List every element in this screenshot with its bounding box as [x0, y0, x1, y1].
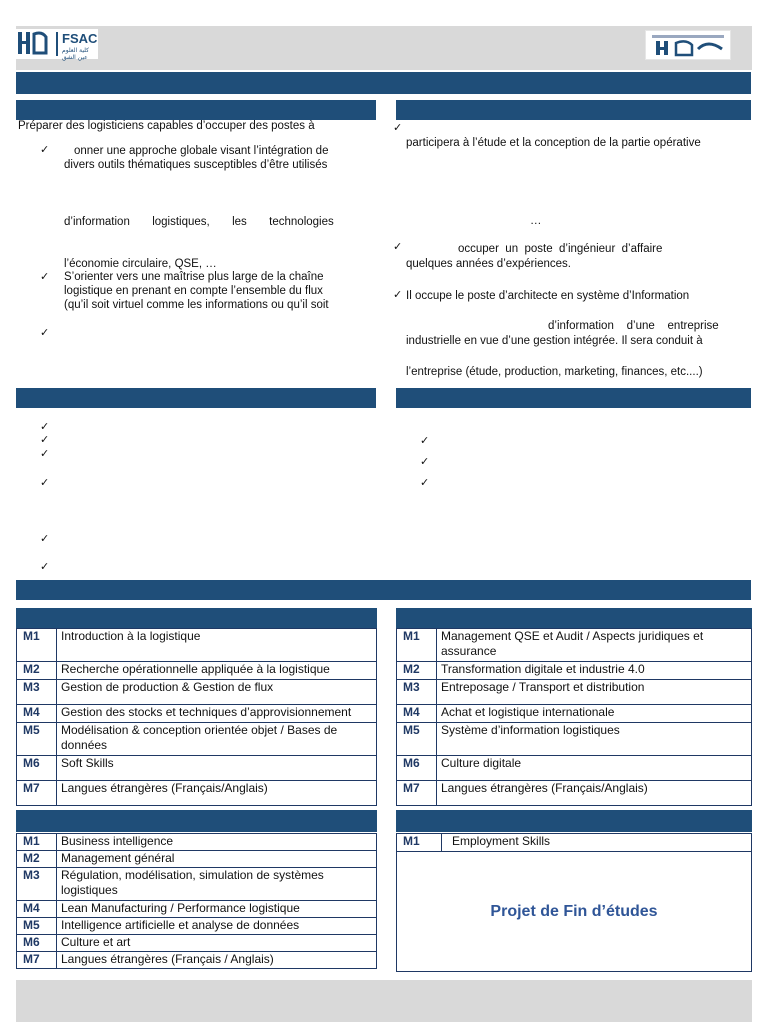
fsac-logo — [16, 29, 98, 59]
table-row — [17, 901, 377, 918]
table-row — [397, 756, 752, 781]
module-code: M7 — [397, 781, 437, 806]
check-icon: ✓ — [40, 477, 50, 489]
table-row — [17, 952, 377, 969]
module-name: Langues étrangères (Français / Anglais) — [57, 952, 377, 969]
check-icon: ✓ — [393, 122, 403, 134]
table-row — [17, 756, 377, 781]
check-icon: ✓ — [40, 144, 50, 156]
module-code: M4 — [17, 705, 57, 723]
module-code: M6 — [397, 756, 437, 781]
module-name: Employment Skills — [442, 834, 752, 852]
header-band — [16, 26, 752, 70]
module-name: Système d’information logistiques — [437, 723, 752, 756]
module-code: M3 — [397, 680, 437, 705]
module-name: Lean Manufacturing / Performance logistique — [57, 901, 377, 918]
debouche-item-3-line-4: l’entreprise (étude, production, marketing, finances, etc....) — [406, 366, 703, 378]
module-code: M1 — [397, 834, 442, 852]
module-code: M6 — [17, 756, 57, 781]
check-icon: ✓ — [420, 477, 430, 489]
table-row — [397, 834, 752, 852]
fsac-logo-text: FSAC — [62, 31, 98, 46]
objective-item-2-line-1: d’information logistiques, les technologies — [64, 216, 334, 228]
module-code: M7 — [17, 781, 57, 806]
semester-1-header-bar — [16, 608, 377, 628]
module-code: M2 — [17, 851, 57, 868]
module-name: Culture et art — [57, 935, 377, 952]
semester-2-table — [396, 628, 752, 806]
check-icon: ✓ — [40, 421, 50, 433]
module-name: Transformation digitale et industrie 4.0 — [437, 662, 752, 680]
semester-4-table — [396, 833, 752, 972]
table-row — [397, 781, 752, 806]
module-name: Soft Skills — [57, 756, 377, 781]
module-code: M1 — [397, 629, 437, 662]
check-icon: ✓ — [420, 435, 430, 447]
module-name: Gestion des stocks et techniques d’approvisionnement — [57, 705, 377, 723]
semester-3-table — [16, 833, 377, 969]
module-code: M3 — [17, 680, 57, 705]
debouches-header-bar — [396, 100, 751, 120]
module-name: Achat et logistique internationale — [437, 705, 752, 723]
semester-2-header-bar — [396, 608, 752, 628]
module-name: Culture digitale — [437, 756, 752, 781]
admission-header-bar — [396, 388, 751, 408]
objectives-header-bar — [16, 100, 376, 120]
module-code: M5 — [17, 723, 57, 756]
module-name: Gestion de production & Gestion de flux — [57, 680, 377, 705]
objective-item-3-line-1: S’orienter vers une maîtrise plus large de la chaîne — [64, 271, 324, 283]
check-icon: ✓ — [40, 327, 50, 339]
skills-header-bar — [16, 388, 376, 408]
module-code: M7 — [17, 952, 57, 969]
module-code: M5 — [17, 918, 57, 935]
module-name: Management général — [57, 851, 377, 868]
module-name: Management QSE et Audit / Aspects juridiques et assurance — [437, 629, 752, 662]
module-name: Régulation, modélisation, simulation de systèmes logistiques — [57, 868, 377, 901]
table-row — [17, 705, 377, 723]
table-row — [397, 680, 752, 705]
module-name: Business intelligence — [57, 834, 377, 851]
debouche-item-1: participera à l’étude et la conception de la partie opérative — [406, 137, 701, 149]
debouche-item-2-line-1: occuper un poste d’ingénieur d’affaire — [458, 243, 663, 255]
semester-1-table — [16, 628, 377, 806]
module-code: M2 — [17, 662, 57, 680]
module-code: M1 — [17, 834, 57, 851]
module-name: Intelligence artificielle et analyse de données — [57, 918, 377, 935]
module-code: M5 — [397, 723, 437, 756]
table-row — [397, 705, 752, 723]
check-icon: ✓ — [40, 448, 50, 460]
check-icon: ✓ — [393, 241, 403, 253]
table-row — [397, 662, 752, 680]
module-name: Modélisation & conception orientée objet / Bases de données — [57, 723, 377, 756]
objective-item-3-line-2: logistique en prenant en compte l’ensemble du flux — [64, 285, 323, 297]
title-bar — [16, 72, 751, 94]
check-icon: ✓ — [40, 271, 50, 283]
table-row — [17, 680, 377, 705]
table-row — [17, 781, 377, 806]
table-row — [17, 723, 377, 756]
table-row — [17, 834, 377, 851]
debouche-item-2-line-2: quelques années d’expériences. — [406, 258, 571, 270]
check-icon: ✓ — [40, 533, 50, 545]
objective-item-1-line-1: onner une approche globale visant l’intégration de — [74, 145, 329, 157]
table-row — [17, 935, 377, 952]
check-icon: ✓ — [393, 289, 403, 301]
objective-item-3-line-3: (qu’il soit virtuel comme les informations ou qu’il soit — [64, 299, 329, 311]
objective-item-2-line-2: l’économie circulaire, QSE, … — [64, 258, 217, 270]
pfe-title: Projet de Fin d’études — [490, 902, 658, 920]
module-code: M4 — [397, 705, 437, 723]
module-name: Recherche opérationnelle appliquée à la logistique — [57, 662, 377, 680]
module-name: Langues étrangères (Français/Anglais) — [437, 781, 752, 806]
semester-4-header-bar — [396, 810, 752, 832]
fsac-logo-subtext: كلية العلوم عين الشق — [62, 47, 89, 61]
table-row — [397, 629, 752, 662]
university-logo-icon — [646, 31, 730, 59]
module-code: M3 — [17, 868, 57, 901]
module-code: M4 — [17, 901, 57, 918]
check-icon: ✓ — [420, 456, 430, 468]
table-row — [17, 918, 377, 935]
table-row — [17, 851, 377, 868]
check-icon: ✓ — [40, 561, 50, 573]
debouche-item-3-line-2: d’information d’une entreprise — [548, 320, 719, 332]
debouche-item-3-line-3: industrielle en vue d’une gestion intégrée. Il sera conduit à — [406, 335, 703, 347]
module-code: M1 — [17, 629, 57, 662]
table-row — [397, 723, 752, 756]
module-name: Entreposage / Transport et distribution — [437, 680, 752, 705]
table-row — [17, 629, 377, 662]
module-code: M6 — [17, 935, 57, 952]
objective-item-1-line-2: divers outils thématiques susceptibles d’être utilisés — [64, 159, 328, 171]
table-row — [397, 852, 752, 972]
objectives-intro: Préparer des logisticiens capables d’occuper des postes à — [18, 120, 315, 132]
check-icon: ✓ — [40, 434, 50, 446]
debouche-item-3-line-1: Il occupe le poste d’architecte en système d’Information — [406, 290, 690, 302]
program-header-bar — [16, 580, 751, 600]
debouche-ellipsis: … — [530, 215, 542, 227]
table-row — [17, 662, 377, 680]
footer-band — [16, 980, 752, 1022]
semester-3-header-bar — [16, 810, 377, 832]
module-code: M2 — [397, 662, 437, 680]
pfe-cell — [397, 852, 752, 972]
module-name: Introduction à la logistique — [57, 629, 377, 662]
table-row — [17, 868, 377, 901]
university-logo — [645, 30, 731, 60]
module-name: Langues étrangères (Français/Anglais) — [57, 781, 377, 806]
